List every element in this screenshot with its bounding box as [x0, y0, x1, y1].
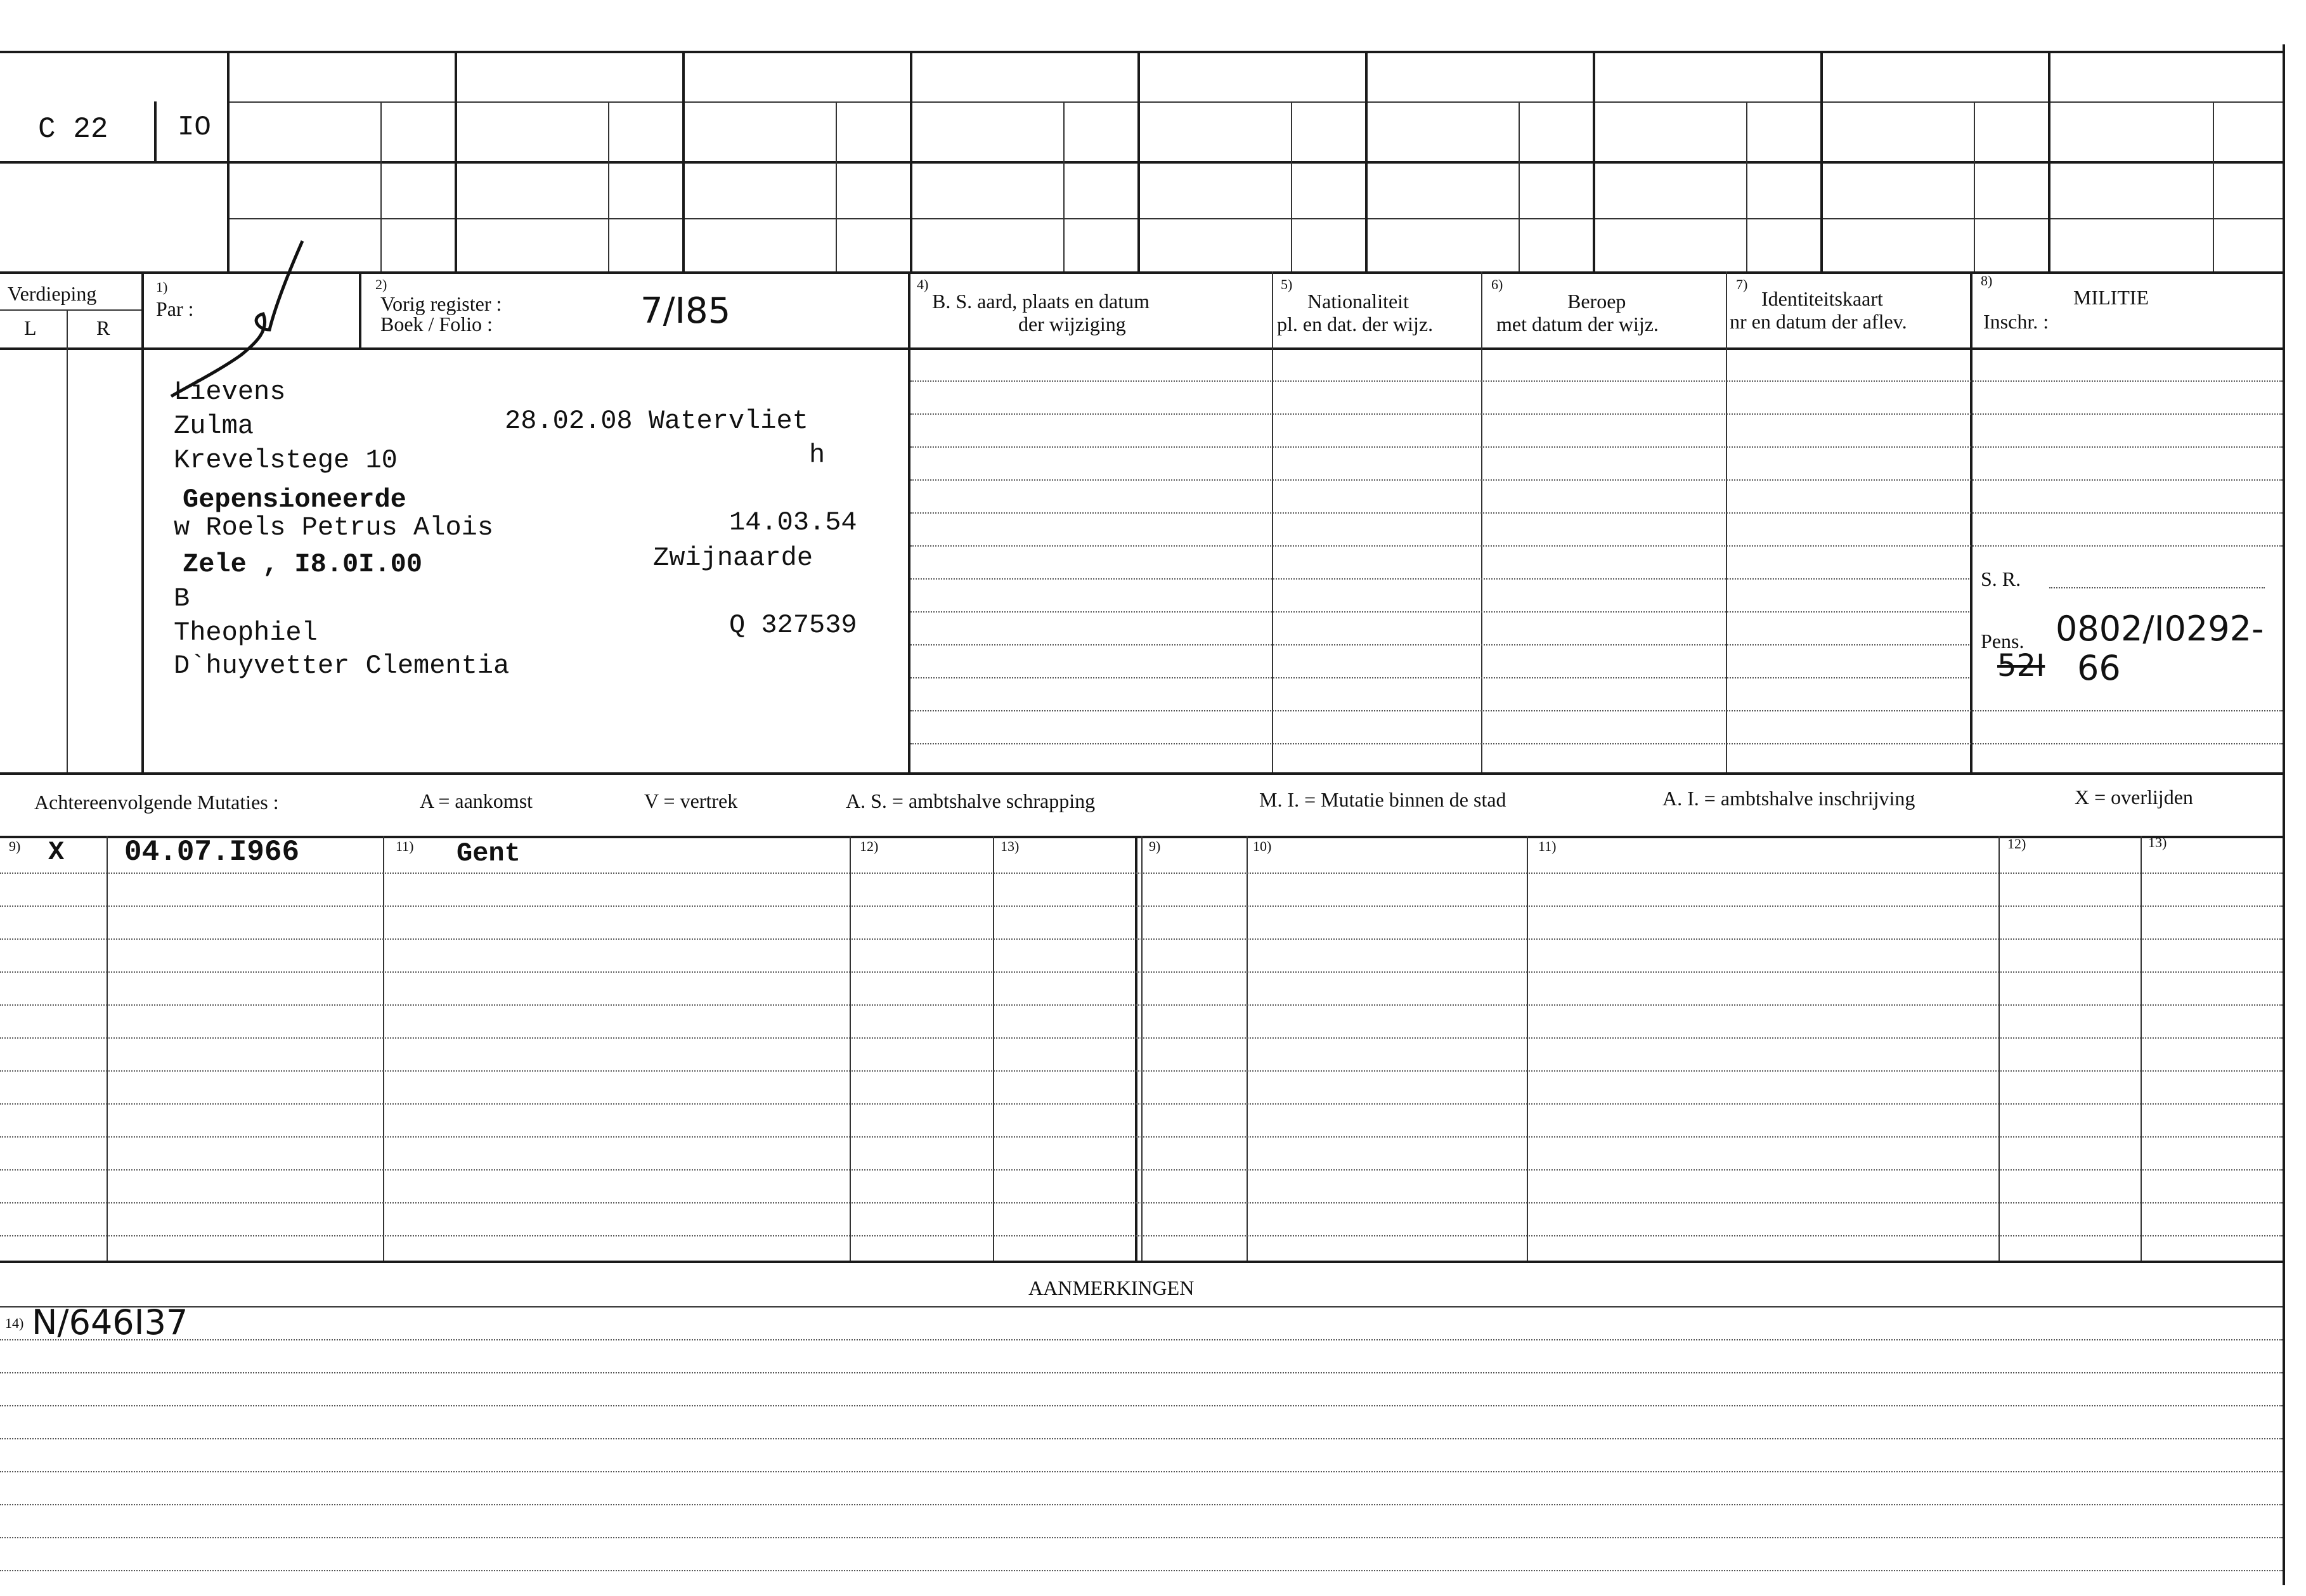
verdieping-label: Verdieping: [8, 282, 97, 305]
mut-col-9b: 9): [1149, 838, 1161, 854]
bs-label-2: der wijziging: [1018, 313, 1126, 335]
militie-num: 8): [1981, 273, 1993, 289]
legend-as: A. S. = ambtshalve schrapping: [846, 789, 1096, 812]
spouse-date: 14.03.54: [729, 507, 857, 538]
nat-label-2: pl. en dat. der wijz.: [1277, 313, 1434, 335]
beroep-num: 6): [1491, 276, 1503, 292]
bs-num: 4): [917, 276, 929, 292]
militie-pens-value: 0802/I0292-: [2056, 609, 2264, 649]
surname: Lievens: [174, 377, 286, 407]
mutation-date: 04.07.I966: [124, 836, 300, 869]
h-marker: h: [809, 440, 826, 470]
mut-col-11: 11): [396, 838, 414, 854]
ident-label-1: Identiteitskaart: [1761, 287, 1883, 310]
spouse: w Roels Petrus Alois: [174, 512, 494, 543]
remarks-value: N/646I37: [32, 1302, 188, 1342]
par-label: Par :: [156, 297, 194, 320]
vorig-label: Vorig register :: [380, 292, 502, 315]
militie-pens-extra: 66: [2077, 648, 2121, 688]
militie-sr: S. R.: [1981, 568, 2021, 590]
street: Krevelstege 10: [174, 445, 398, 476]
mut-col-10: 10): [1253, 838, 1272, 854]
remarks-num: 14): [5, 1315, 24, 1331]
spouse-birth: Zele , I8.0I.00: [183, 549, 423, 580]
mother: D`huyvetter Clementia: [174, 651, 510, 681]
par-num: 1): [156, 279, 168, 295]
legend-x: X = overlijden: [2075, 786, 2193, 808]
mut-col-12: 12): [860, 838, 879, 854]
vorig-num: 2): [375, 276, 387, 292]
check-mark-icon: [162, 235, 308, 399]
remarks-title: AANMERKINGEN: [1028, 1276, 1195, 1299]
beroep-label-2: met datum der wijz.: [1496, 313, 1659, 335]
legend-a: A = aankomst: [420, 789, 533, 812]
bs-label-1: B. S. aard, plaats en datum: [932, 290, 1150, 313]
b-marker: B: [174, 583, 190, 614]
firstname: Zulma: [174, 411, 254, 441]
legend-v: V = vertrek: [644, 789, 738, 812]
militie-pens-label: Pens.: [1981, 630, 2024, 652]
spouse-place: Zwijnaarde: [653, 543, 813, 573]
mut-col-9: 9): [9, 838, 21, 854]
beroep-label-1: Beroep: [1567, 290, 1626, 313]
legend-mi: M. I. = Mutatie binnen de stad: [1259, 788, 1506, 811]
verdieping-r: R: [96, 316, 110, 339]
folio-label: Boek / Folio :: [380, 313, 493, 335]
mut-col-12b: 12): [2007, 836, 2026, 852]
legend-title: Achtereenvolgende Mutaties :: [34, 791, 279, 814]
ident-label-2: nr en datum der aflev.: [1730, 310, 1907, 333]
father: Theophiel: [174, 618, 318, 648]
ident-num: 7): [1736, 276, 1748, 292]
legend-ai: A. I. = ambtshalve inschrijving: [1662, 787, 1915, 810]
mutation-type: X: [48, 837, 65, 867]
mut-col-13: 13): [1001, 838, 1020, 854]
code-b: IO: [178, 112, 211, 143]
nat-label-1: Nationaliteit: [1307, 290, 1409, 313]
militie-pens-struck: 52I: [1997, 648, 2045, 684]
birth: 28.02.08 Watervliet: [505, 406, 808, 436]
folio-value: 7/I85: [640, 290, 731, 332]
code-a: C 22: [38, 113, 108, 146]
verdieping-l: L: [24, 316, 37, 339]
mutation-place: Gent: [457, 838, 521, 869]
militie-title: MILITIE: [2073, 286, 2149, 309]
id-number: Q 327539: [729, 610, 857, 640]
occupation: Gepensioneerde: [183, 484, 406, 515]
nat-num: 5): [1281, 276, 1293, 292]
mut-col-13b: 13): [2148, 834, 2167, 850]
mut-col-11b: 11): [1538, 838, 1557, 854]
militie-inschr: Inschr. :: [1983, 310, 2049, 333]
